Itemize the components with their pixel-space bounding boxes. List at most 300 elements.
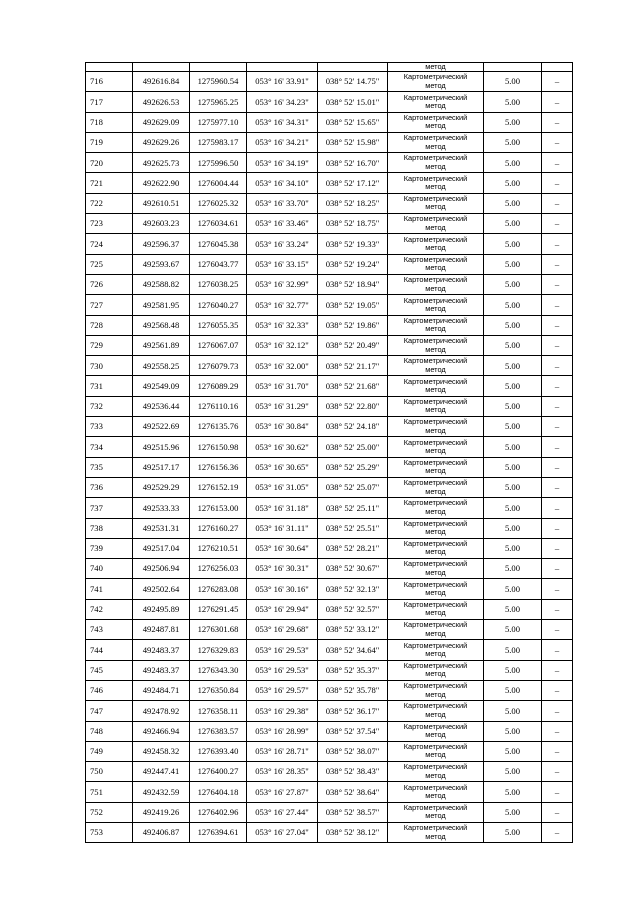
x-coordinate-cell: 492622.90 [133,173,190,193]
point-number-cell: 733 [86,417,133,437]
table-row [86,660,573,680]
method-line-2: метод [425,344,446,354]
y-coordinate-cell: 1276067.07 [190,335,247,355]
longitude-cell: 038° 52' 32.57" [318,599,388,619]
accuracy-cell: 5.00 [484,112,542,132]
y-coordinate-cell: 1276404.18 [190,782,247,802]
x-coordinate-cell: 492478.92 [133,701,190,721]
method-cell [388,822,484,842]
method-cell [388,599,484,619]
point-number-cell: 736 [86,477,133,497]
x-coordinate-cell: 492458.32 [133,741,190,761]
longitude-cell: 038° 52' 25.29" [318,457,388,477]
method-line-1: Картометрический [403,254,468,264]
table-row [86,822,573,842]
method-line-1: Картометрический [403,437,468,447]
y-coordinate-cell: 1275996.50 [190,153,247,173]
x-coordinate-cell: 492596.37 [133,234,190,254]
table-row [86,274,573,294]
method-line-1: Картометрический [403,234,468,244]
note-cell: – [542,620,573,640]
method-line-2: метод [425,222,446,232]
accuracy-cell: 5.00 [484,295,542,315]
x-coordinate-cell: 492616.84 [133,72,190,92]
method-cell [388,132,484,152]
method-line-1: Картометрический [403,559,468,569]
method-line-1: Картометрический [403,295,468,305]
point-number-cell: 747 [86,701,133,721]
empty-cell [86,63,133,72]
method-line-2: метод [425,669,446,679]
method-cell [388,254,484,274]
y-coordinate-cell: 1276291.45 [190,599,247,619]
longitude-cell: 038° 52' 20.49" [318,335,388,355]
table-row [86,579,573,599]
longitude-cell: 038° 52' 30.67" [318,559,388,579]
x-coordinate-cell: 492533.33 [133,498,190,518]
accuracy-cell: 5.00 [484,417,542,437]
x-coordinate-cell: 492529.29 [133,477,190,497]
note-cell: – [542,396,573,416]
method-cell [388,620,484,640]
method-line-1: Картометрический [403,762,468,772]
method-cell [388,559,484,579]
method-cell [388,538,484,558]
coordinates-table [85,62,573,843]
continued-row [86,63,573,72]
method-cell [388,335,484,355]
empty-cell [190,63,247,72]
method-line-1: Картометрический [403,417,468,427]
method-line-2: метод [425,831,446,841]
table-row [86,762,573,782]
point-number-cell: 723 [86,214,133,234]
table-row [86,173,573,193]
table-row [86,559,573,579]
point-number-cell: 750 [86,762,133,782]
empty-cell [484,63,542,72]
note-cell: – [542,518,573,538]
method-cell [388,457,484,477]
table-row [86,234,573,254]
y-coordinate-cell: 1276004.44 [190,173,247,193]
method-cell [388,376,484,396]
method-line-2: метод [425,466,446,476]
latitude-cell: 053° 16' 27.44" [247,802,318,822]
accuracy-cell: 5.00 [484,173,542,193]
longitude-cell: 038° 52' 18.25" [318,193,388,213]
x-coordinate-cell: 492483.37 [133,660,190,680]
longitude-cell: 038° 52' 22.80" [318,396,388,416]
method-line-1: Картометрический [403,721,468,731]
point-number-cell: 749 [86,741,133,761]
note-cell: – [542,72,573,92]
longitude-cell: 038° 52' 37.54" [318,721,388,741]
note-cell: – [542,92,573,112]
longitude-cell: 038° 52' 38.64" [318,782,388,802]
method-line-1: Картометрический [403,72,468,82]
y-coordinate-cell: 1276402.96 [190,802,247,822]
x-coordinate-cell: 492629.26 [133,132,190,152]
accuracy-cell: 5.00 [484,274,542,294]
accuracy-cell: 5.00 [484,498,542,518]
y-coordinate-cell: 1276079.73 [190,356,247,376]
method-cell [388,234,484,254]
point-number-cell: 753 [86,822,133,842]
note-cell: – [542,254,573,274]
accuracy-cell: 5.00 [484,477,542,497]
y-coordinate-cell: 1276358.11 [190,701,247,721]
method-line-1: Картометрический [403,396,468,406]
point-number-cell: 739 [86,538,133,558]
method-cell [388,274,484,294]
y-coordinate-cell: 1275977.10 [190,112,247,132]
point-number-cell: 734 [86,437,133,457]
method-line-2: метод [425,364,446,374]
y-coordinate-cell: 1276394.61 [190,822,247,842]
point-number-cell: 719 [86,132,133,152]
table-row [86,356,573,376]
method-line-2: метод [425,628,446,638]
x-coordinate-cell: 492406.87 [133,822,190,842]
accuracy-cell: 5.00 [484,559,542,579]
table-row [86,254,573,274]
method-line-2: метод [425,100,446,110]
x-coordinate-cell: 492603.23 [133,214,190,234]
method-cell-tail: метод [388,63,484,72]
note-cell: – [542,335,573,355]
method-cell [388,437,484,457]
x-coordinate-cell: 492517.17 [133,457,190,477]
latitude-cell: 053° 16' 30.62" [247,437,318,457]
method-line-2: метод [425,567,446,577]
latitude-cell: 053° 16' 34.19" [247,153,318,173]
method-cell [388,295,484,315]
latitude-cell: 053° 16' 31.11" [247,518,318,538]
longitude-cell: 038° 52' 19.05" [318,295,388,315]
y-coordinate-cell: 1276135.76 [190,417,247,437]
longitude-cell: 038° 52' 32.13" [318,579,388,599]
longitude-cell: 038° 52' 18.75" [318,214,388,234]
method-line-1: Картометрический [403,681,468,691]
latitude-cell: 053° 16' 32.77" [247,295,318,315]
note-cell: – [542,802,573,822]
latitude-cell: 053° 16' 33.70" [247,193,318,213]
note-cell: – [542,132,573,152]
table-row [86,153,573,173]
method-cell [388,660,484,680]
y-coordinate-cell: 1276150.98 [190,437,247,457]
table-row [86,701,573,721]
method-line-1: Картометрический [403,92,468,102]
point-number-cell: 718 [86,112,133,132]
x-coordinate-cell: 492487.81 [133,620,190,640]
note-cell: – [542,457,573,477]
method-line-1: Картометрический [403,742,468,752]
method-cell [388,72,484,92]
point-number-cell: 742 [86,599,133,619]
table-row [86,782,573,802]
table-row [86,193,573,213]
method-line-1: Картометрический [403,376,468,386]
table-row [86,802,573,822]
x-coordinate-cell: 492484.71 [133,680,190,700]
note-cell: – [542,782,573,802]
longitude-cell: 038° 52' 33.12" [318,620,388,640]
note-cell: – [542,762,573,782]
longitude-cell: 038° 52' 25.07" [318,477,388,497]
method-line-2: метод [425,385,446,395]
method-line-1: Картометрический [403,782,468,792]
latitude-cell: 053° 16' 34.31" [247,112,318,132]
point-number-cell: 731 [86,376,133,396]
method-line-2: метод [425,324,446,334]
point-number-cell: 717 [86,92,133,112]
method-line-2: метод [425,506,446,516]
longitude-cell: 038° 52' 38.57" [318,802,388,822]
x-coordinate-cell: 492515.96 [133,437,190,457]
latitude-cell: 053° 16' 28.71" [247,741,318,761]
accuracy-cell: 5.00 [484,701,542,721]
method-line-1: Картометрический [403,701,468,711]
x-coordinate-cell: 492561.89 [133,335,190,355]
method-line-2: метод [425,486,446,496]
point-number-cell: 743 [86,620,133,640]
latitude-cell: 053° 16' 32.99" [247,274,318,294]
table-row [86,92,573,112]
latitude-cell: 053° 16' 29.68" [247,620,318,640]
point-number-cell: 728 [86,315,133,335]
y-coordinate-cell: 1276301.68 [190,620,247,640]
x-coordinate-cell: 492626.53 [133,92,190,112]
method-cell [388,356,484,376]
x-coordinate-cell: 492549.09 [133,376,190,396]
empty-cell [542,63,573,72]
point-number-cell: 738 [86,518,133,538]
latitude-cell: 053° 16' 34.21" [247,132,318,152]
table-row [86,518,573,538]
point-number-cell: 730 [86,356,133,376]
method-line-2: метод [425,283,446,293]
latitude-cell: 053° 16' 32.12" [247,335,318,355]
table-row [86,721,573,741]
method-line-2: метод [425,730,446,740]
y-coordinate-cell: 1276038.25 [190,274,247,294]
latitude-cell: 053° 16' 34.23" [247,92,318,112]
note-cell: – [542,538,573,558]
y-coordinate-cell: 1275965.25 [190,92,247,112]
point-number-cell: 716 [86,72,133,92]
y-coordinate-cell: 1276283.08 [190,579,247,599]
y-coordinate-cell: 1275960.54 [190,72,247,92]
table-row [86,112,573,132]
accuracy-cell: 5.00 [484,335,542,355]
method-line-2: метод [425,121,446,131]
method-line-1: Картометрический [403,640,468,650]
latitude-cell: 053° 16' 33.91" [247,72,318,92]
point-number-cell: 727 [86,295,133,315]
point-number-cell: 748 [86,721,133,741]
latitude-cell: 053° 16' 33.46" [247,214,318,234]
table-row [86,214,573,234]
y-coordinate-cell: 1276343.30 [190,660,247,680]
longitude-cell: 038° 52' 15.98" [318,132,388,152]
latitude-cell: 053° 16' 31.18" [247,498,318,518]
y-coordinate-cell: 1276350.84 [190,680,247,700]
point-number-cell: 720 [86,153,133,173]
note-cell: – [542,295,573,315]
note-cell: – [542,173,573,193]
method-cell [388,680,484,700]
x-coordinate-cell: 492506.94 [133,559,190,579]
table-row [86,437,573,457]
latitude-cell: 053° 16' 27.04" [247,822,318,842]
longitude-cell: 038° 52' 15.65" [318,112,388,132]
accuracy-cell: 5.00 [484,214,542,234]
y-coordinate-cell: 1276089.29 [190,376,247,396]
y-coordinate-cell: 1276400.27 [190,762,247,782]
x-coordinate-cell: 492419.26 [133,802,190,822]
note-cell: – [542,477,573,497]
method-cell [388,802,484,822]
y-coordinate-cell: 1276329.83 [190,640,247,660]
method-line-2: метод [425,527,446,537]
accuracy-cell: 5.00 [484,234,542,254]
method-line-2: метод [425,689,446,699]
point-number-cell: 752 [86,802,133,822]
point-number-cell: 751 [86,782,133,802]
x-coordinate-cell: 492536.44 [133,396,190,416]
point-number-cell: 729 [86,335,133,355]
x-coordinate-cell: 492517.04 [133,538,190,558]
method-line-2: метод [425,770,446,780]
note-cell: – [542,599,573,619]
method-line-1: Картометрический [403,539,468,549]
table-row [86,620,573,640]
point-number-cell: 746 [86,680,133,700]
note-cell: – [542,680,573,700]
latitude-cell: 053° 16' 30.84" [247,417,318,437]
method-line-1: Картометрический [403,336,468,346]
method-line-2: метод [425,547,446,557]
x-coordinate-cell: 492629.09 [133,112,190,132]
method-line-1: Картометрический [403,112,468,122]
method-line-1: Картометрический [403,457,468,467]
accuracy-cell: 5.00 [484,518,542,538]
method-line-1: Картометрический [403,173,468,183]
note-cell: – [542,112,573,132]
method-line-1: Картометрический [403,194,468,204]
method-line-2: метод [425,791,446,801]
note-cell: – [542,274,573,294]
longitude-cell: 038° 52' 38.07" [318,741,388,761]
accuracy-cell: 5.00 [484,660,542,680]
point-number-cell: 724 [86,234,133,254]
longitude-cell: 038° 52' 35.78" [318,680,388,700]
point-number-cell: 725 [86,254,133,274]
x-coordinate-cell: 492466.94 [133,721,190,741]
method-line-1: Картометрический [403,579,468,589]
method-cell [388,741,484,761]
y-coordinate-cell: 1276152.19 [190,477,247,497]
note-cell: – [542,356,573,376]
method-line-1: Картометрический [403,214,468,224]
longitude-cell: 038° 52' 38.12" [318,822,388,842]
method-line-1: Картометрический [403,275,468,285]
longitude-cell: 038° 52' 14.75" [318,72,388,92]
latitude-cell: 053° 16' 29.38" [247,701,318,721]
method-line-2: метод [425,588,446,598]
latitude-cell: 053° 16' 31.05" [247,477,318,497]
longitude-cell: 038° 52' 15.01" [318,92,388,112]
note-cell: – [542,640,573,660]
note-cell: – [542,234,573,254]
accuracy-cell: 5.00 [484,132,542,152]
accuracy-cell: 5.00 [484,721,542,741]
method-cell [388,112,484,132]
method-cell [388,701,484,721]
latitude-cell: 053° 16' 31.29" [247,396,318,416]
method-line-1: Картометрический [403,356,468,366]
longitude-cell: 038° 52' 38.43" [318,762,388,782]
table-row [86,599,573,619]
method-cell [388,92,484,112]
longitude-cell: 038° 52' 21.17" [318,356,388,376]
method-cell [388,477,484,497]
longitude-cell: 038° 52' 36.17" [318,701,388,721]
latitude-cell: 053° 16' 28.35" [247,762,318,782]
method-line-2: метод [425,709,446,719]
latitude-cell: 053° 16' 29.94" [247,599,318,619]
method-line-1: Картометрический [403,660,468,670]
note-cell: – [542,701,573,721]
method-cell [388,193,484,213]
latitude-cell: 053° 16' 33.24" [247,234,318,254]
note-cell: – [542,579,573,599]
latitude-cell: 053° 16' 27.87" [247,782,318,802]
x-coordinate-cell: 492593.67 [133,254,190,274]
y-coordinate-cell: 1276160.27 [190,518,247,538]
note-cell: – [542,437,573,457]
method-line-2: метод [425,80,446,90]
table-row [86,72,573,92]
table-row [86,376,573,396]
empty-cell [133,63,190,72]
method-line-2: метод [425,425,446,435]
latitude-cell: 053° 16' 29.53" [247,660,318,680]
table-row [86,132,573,152]
accuracy-cell: 5.00 [484,193,542,213]
method-line-2: метод [425,648,446,658]
latitude-cell: 053° 16' 29.57" [247,680,318,700]
table-row [86,315,573,335]
table-row [86,680,573,700]
x-coordinate-cell: 492558.25 [133,356,190,376]
method-line-1: Картометрический [403,498,468,508]
point-number-cell: 737 [86,498,133,518]
method-cell [388,721,484,741]
point-number-cell: 744 [86,640,133,660]
method-cell [388,396,484,416]
y-coordinate-cell: 1276034.61 [190,214,247,234]
latitude-cell: 053° 16' 29.53" [247,640,318,660]
method-line-1: Картометрический [403,478,468,488]
method-cell [388,782,484,802]
note-cell: – [542,721,573,741]
note-cell: – [542,741,573,761]
accuracy-cell: 5.00 [484,457,542,477]
note-cell: – [542,193,573,213]
